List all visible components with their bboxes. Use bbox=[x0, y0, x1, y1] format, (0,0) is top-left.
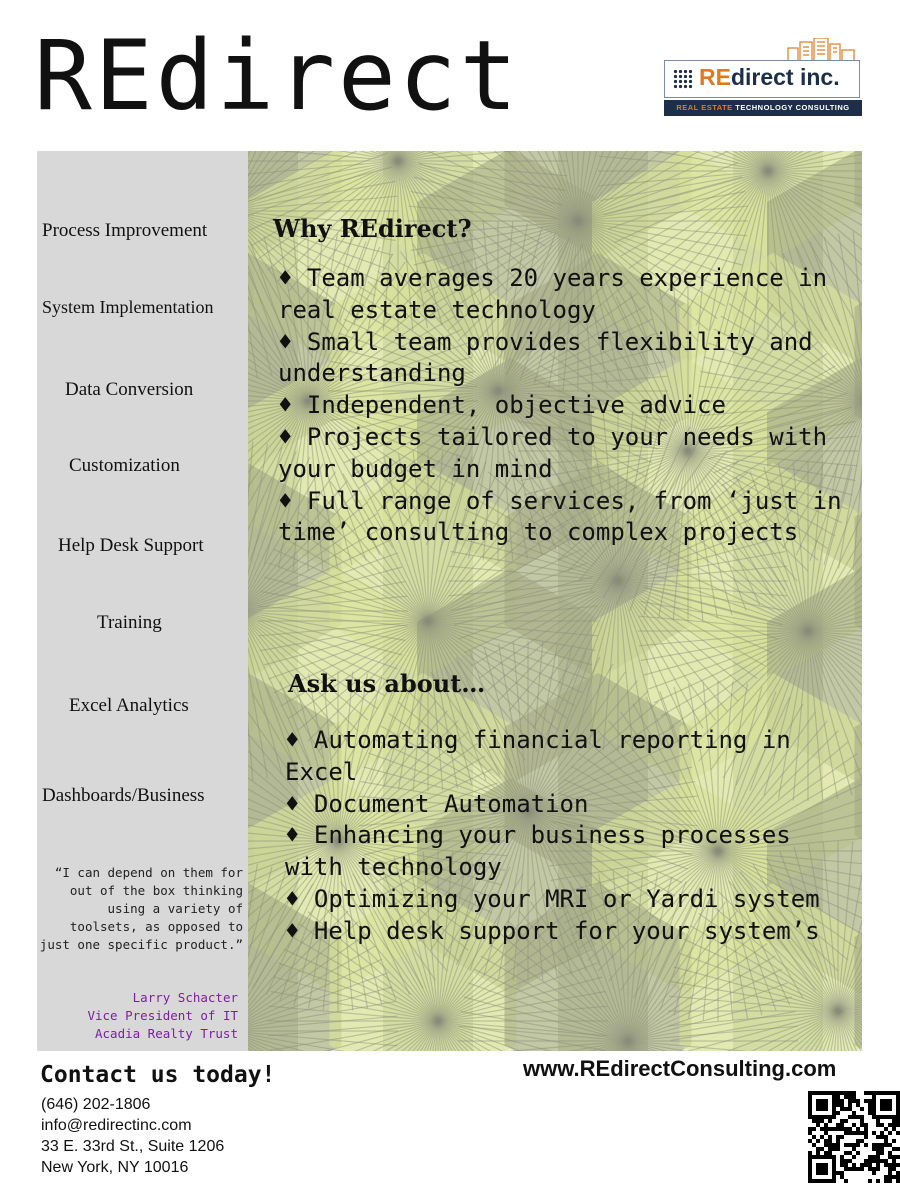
contact-address-line2: New York, NY 10016 bbox=[41, 1159, 189, 1176]
ask-heading: Ask us about… bbox=[288, 669, 486, 698]
contact-heading: Contact us today! bbox=[40, 1062, 276, 1088]
why-item: ♦ Team averages 20 years experience in real estate technology bbox=[278, 264, 828, 324]
testimonial-attribution bbox=[37, 989, 238, 1043]
service-training: Training bbox=[97, 612, 162, 633]
service-dashboards: Dashboards/Business bbox=[42, 785, 205, 806]
qr-code-icon[interactable] bbox=[808, 1091, 900, 1183]
service-process-improvement: Process Improvement bbox=[42, 220, 208, 241]
dot-grid-icon bbox=[673, 69, 693, 89]
testimonial-company: Acadia Realty Trust bbox=[95, 1026, 238, 1041]
why-item: ♦ Independent, objective advice bbox=[278, 391, 726, 420]
website-link[interactable]: www.REdirectConsulting.com bbox=[523, 1056, 837, 1081]
ask-item: ♦ Help desk support for your system’s bbox=[285, 916, 820, 945]
service-customization: Customization bbox=[69, 455, 180, 476]
ask-item: ♦ Document Automation bbox=[285, 789, 589, 818]
ask-item: ♦ Enhancing your business processes with technology bbox=[285, 821, 791, 882]
contact-address-line1: 33 E. 33rd St., Suite 1206 bbox=[41, 1138, 225, 1155]
why-list bbox=[278, 263, 858, 549]
logo-wordmark: REdirect inc. bbox=[699, 64, 840, 90]
page-title: REdirect bbox=[34, 20, 521, 132]
contact-phone: (646) 202-1806 bbox=[41, 1096, 151, 1113]
company-logo bbox=[664, 38, 862, 118]
service-help-desk: Help Desk Support bbox=[58, 535, 204, 556]
logo-tagline: REAL ESTATE TECHNOLOGY CONSULTING bbox=[664, 100, 862, 116]
ask-list bbox=[285, 725, 851, 948]
service-system-implementation: System Implementation bbox=[42, 297, 214, 317]
contact-email[interactable]: info@redirectinc.com bbox=[41, 1117, 192, 1134]
service-excel-analytics: Excel Analytics bbox=[69, 695, 189, 716]
why-item: ♦ Full range of services, from ‘just in time’ consulting to complex projects bbox=[278, 486, 842, 547]
testimonial-role: Vice President of IT bbox=[87, 1008, 238, 1023]
testimonial-author: Larry Schacter bbox=[132, 990, 238, 1005]
why-item: ♦ Projects tailored to your needs with your budget in mind bbox=[278, 422, 828, 483]
why-item: ♦ Small team provides flexibility and understanding bbox=[278, 327, 813, 388]
why-heading: Why REdirect? bbox=[273, 214, 472, 243]
testimonial-quote: “I can depend on them for out of the box thinking using a variety of toolsets, as opposed to just one specific product.” bbox=[39, 865, 243, 952]
ask-item: ♦ Automating financial reporting in Excel bbox=[285, 726, 791, 786]
ask-item: ♦ Optimizing your MRI or Yardi system bbox=[285, 884, 820, 913]
service-data-conversion: Data Conversion bbox=[65, 379, 194, 400]
